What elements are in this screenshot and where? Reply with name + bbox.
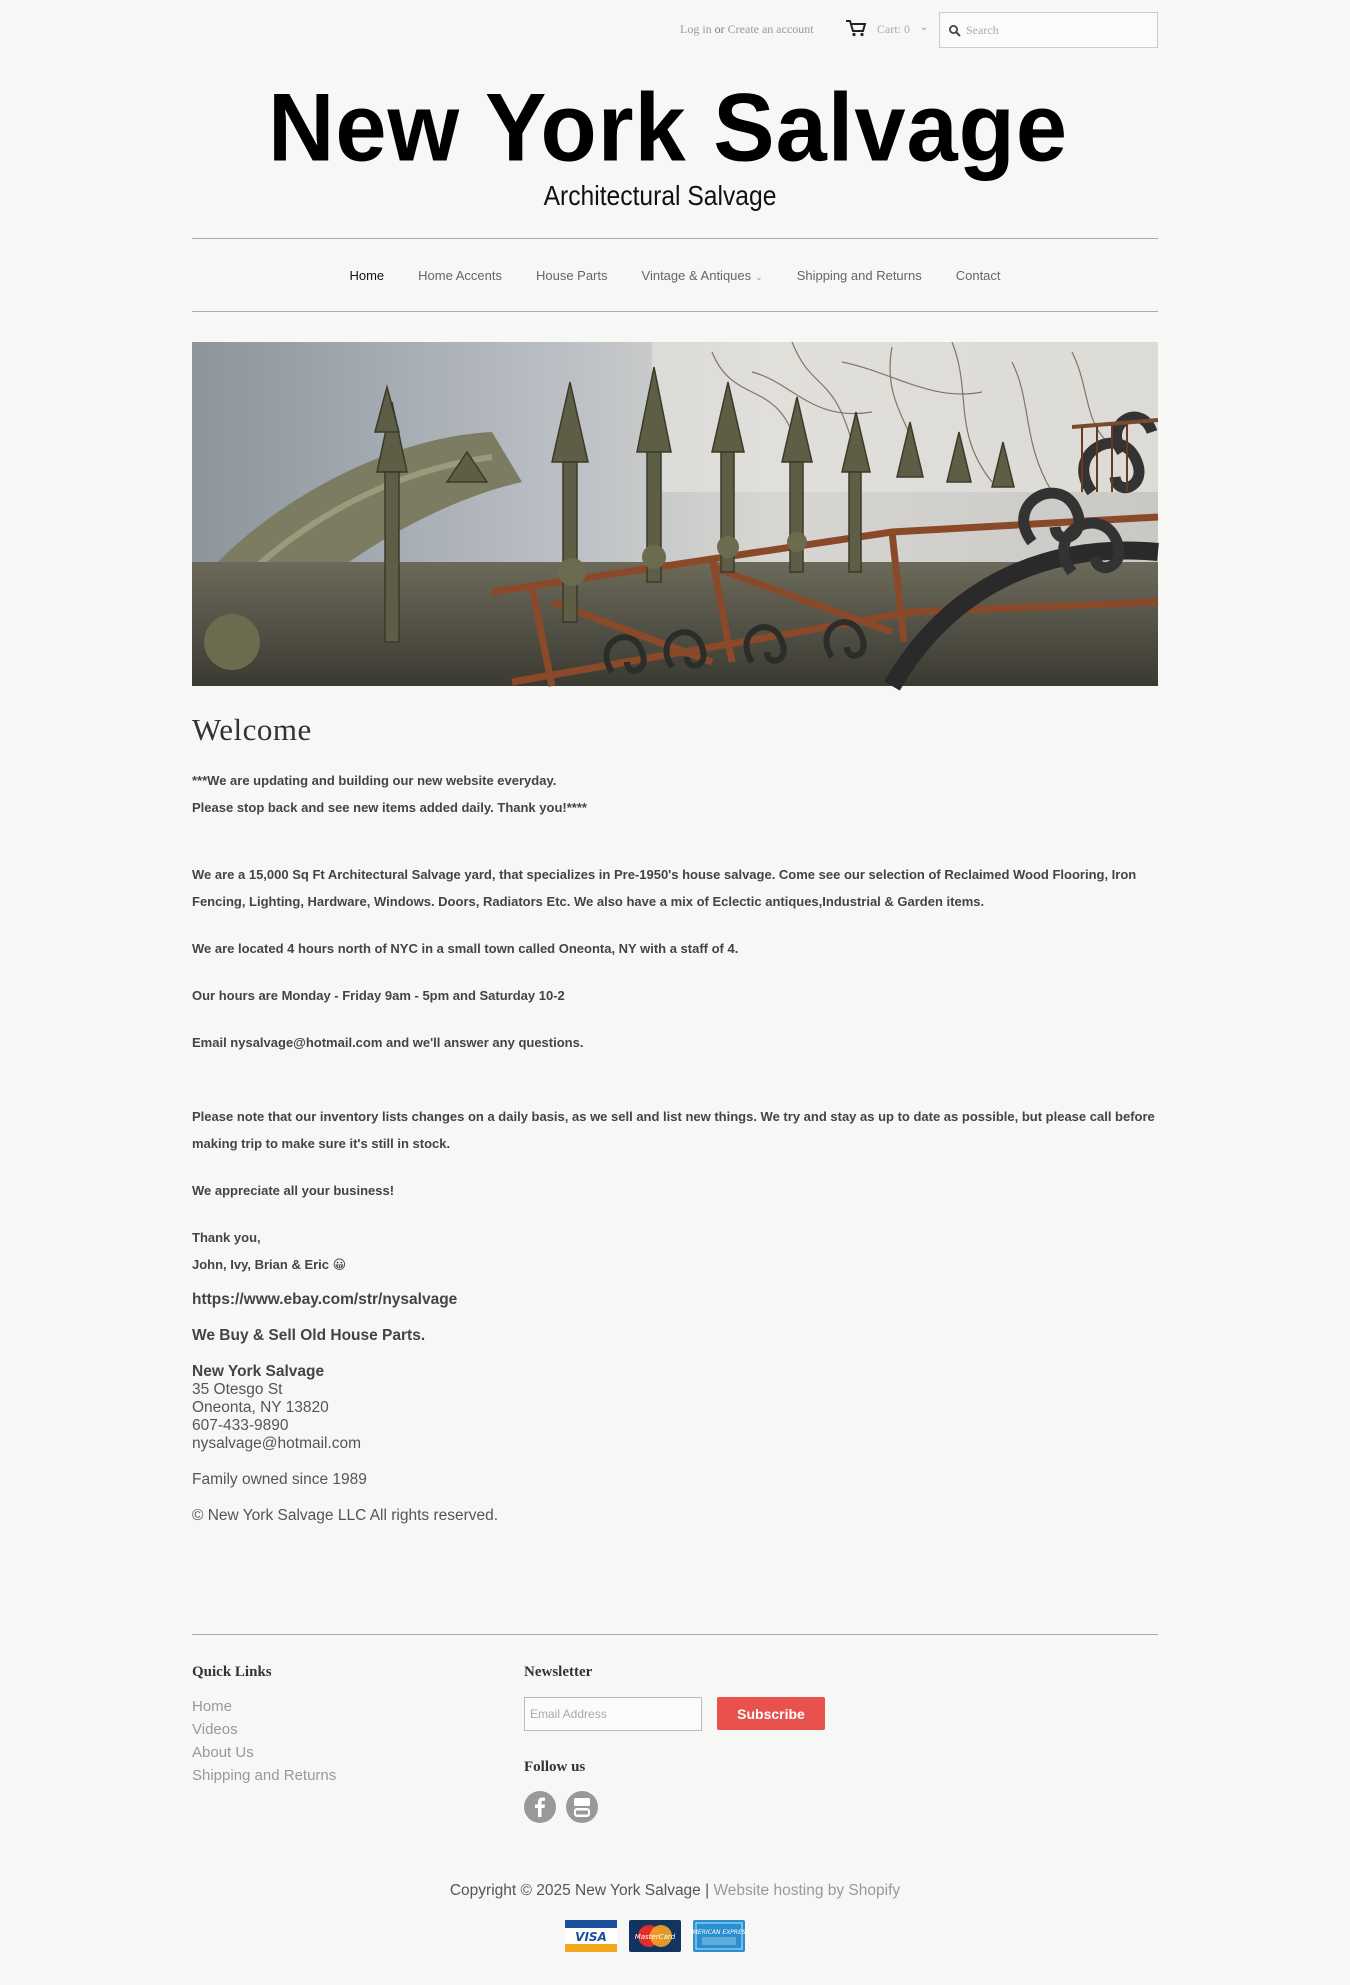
nav-list xyxy=(192,239,1158,311)
amex-label: AMERICAN EXPRESS xyxy=(688,1929,750,1936)
chevron-down-icon[interactable]: ⌄ xyxy=(920,22,929,33)
visa-icon xyxy=(565,1920,617,1952)
search-input[interactable] xyxy=(966,13,1156,47)
email-paragraph: Email nysalvage@hotmail.com and we'll answer any questions. xyxy=(192,1035,584,1050)
nav-item-vintage-antiques[interactable] xyxy=(642,268,763,283)
hours-paragraph: Our hours are Monday - Friday 9am - 5pm and Saturday 10-2 xyxy=(192,988,565,1003)
visa-label: VISA xyxy=(575,1930,607,1944)
quick-links-heading: Quick Links xyxy=(192,1664,272,1680)
smile-emoji-icon: 😀 xyxy=(332,1257,347,1272)
nav-item-house-parts[interactable]: House Parts xyxy=(535,267,608,283)
nav-item-shipping-returns[interactable]: Shipping and Returns xyxy=(796,267,922,283)
footer-link-videos[interactable]: Videos xyxy=(192,1721,238,1738)
footer-divider xyxy=(192,1634,1158,1635)
company-name: New York Salvage xyxy=(192,1363,325,1380)
newsletter-heading: Newsletter xyxy=(524,1664,593,1680)
search-box xyxy=(939,12,1158,48)
cart-link[interactable]: Cart: 0 xyxy=(877,22,910,36)
create-account-link[interactable]: Create an account xyxy=(727,22,814,36)
signoff-names: John, Ivy, Brian & Eric xyxy=(192,1257,330,1272)
login-link[interactable]: Log in xyxy=(680,22,712,36)
street-address: 35 Otesgo St xyxy=(192,1381,283,1398)
location-paragraph: We are located 4 hours north of NYC in a small town called Oneonta, NY with a staff of 4. xyxy=(192,941,739,956)
email-address: nysalvage@hotmail.com xyxy=(192,1435,362,1452)
or-text: or xyxy=(714,22,725,36)
subscribe-button[interactable]: Subscribe xyxy=(717,1697,825,1730)
main-nav xyxy=(192,238,1158,312)
site-logo[interactable] xyxy=(192,74,1158,212)
mastercard-icon xyxy=(629,1920,681,1952)
phone-number: 607-433-9890 xyxy=(192,1417,289,1434)
shopify-hosting-link[interactable]: Website hosting by Shopify xyxy=(713,1882,901,1899)
amex-icon xyxy=(688,1920,750,1952)
inventory-note: Please note that our inventory lists changes on a daily basis, as we sell and list new things. We try and stay as up to date as possible, but please call before making trip to make sure it's still in stock. xyxy=(192,1109,1155,1151)
city-state-zip: Oneonta, NY 13820 xyxy=(192,1399,329,1416)
youtube-icon[interactable] xyxy=(566,1791,598,1823)
facebook-icon[interactable] xyxy=(524,1791,556,1823)
search-icon[interactable] xyxy=(948,24,962,38)
mastercard-label: MasterCard xyxy=(634,1933,676,1941)
appreciate-line: We appreciate all your business! xyxy=(192,1183,395,1198)
notice-line-2: Please stop back and see new items added daily. Thank you!**** xyxy=(192,800,587,815)
chevron-down-icon: ⌄ xyxy=(755,271,763,282)
nav-item-home-accents[interactable]: Home Accents xyxy=(418,267,502,283)
main-content xyxy=(192,712,1158,1525)
logo-title: New York Salvage xyxy=(267,74,1069,182)
top-bar xyxy=(680,12,1158,48)
hero-image xyxy=(192,342,1158,686)
salvage-ironwork-photo xyxy=(192,342,1158,686)
thanks-line: Thank you, xyxy=(192,1230,261,1245)
follow-us-heading: Follow us xyxy=(524,1759,586,1775)
notice-line-1: ***We are updating and building our new website everyday. xyxy=(192,773,557,788)
address-block xyxy=(192,1363,1158,1453)
copyright-line xyxy=(0,1882,1350,1900)
logo-subtitle: Architectural Salvage xyxy=(543,180,777,211)
newsletter-email-input[interactable] xyxy=(524,1697,702,1731)
account-links xyxy=(680,22,814,37)
buy-sell-heading: We Buy & Sell Old House Parts. xyxy=(192,1327,426,1344)
footer-link-shipping-returns[interactable]: Shipping and Returns xyxy=(192,1767,337,1784)
cart-icon[interactable] xyxy=(845,19,867,37)
about-paragraph: We are a 15,000 Sq Ft Architectural Salvage yard, that specializes in Pre-1950's house salvage. Come see our selection of Reclaimed Wood Flooring, Iron Fencing, Lighting, Hardware, Windows. Doors, Radiators Etc. We also have a mix of Eclectic antiques,Industrial & Garden items. xyxy=(192,867,1137,909)
footer-link-home[interactable]: Home xyxy=(192,1698,233,1715)
footer-link-about-us[interactable]: About Us xyxy=(192,1744,254,1761)
signoff-line xyxy=(192,1251,1158,1278)
nav-item-label: Vintage & Antiques xyxy=(641,267,752,283)
page-title: Welcome xyxy=(192,712,312,747)
quick-links-list xyxy=(192,1695,336,1787)
nav-item-home[interactable]: Home xyxy=(349,267,385,283)
family-owned-line: Family owned since 1989 xyxy=(192,1471,367,1488)
ebay-link[interactable]: https://www.ebay.com/str/nysalvage xyxy=(192,1291,458,1308)
nav-item-contact[interactable]: Contact xyxy=(955,267,1001,283)
rights-line: © New York Salvage LLC All rights reserved. xyxy=(192,1507,499,1524)
copyright-text: Copyright © 2025 New York Salvage | xyxy=(449,1882,710,1899)
